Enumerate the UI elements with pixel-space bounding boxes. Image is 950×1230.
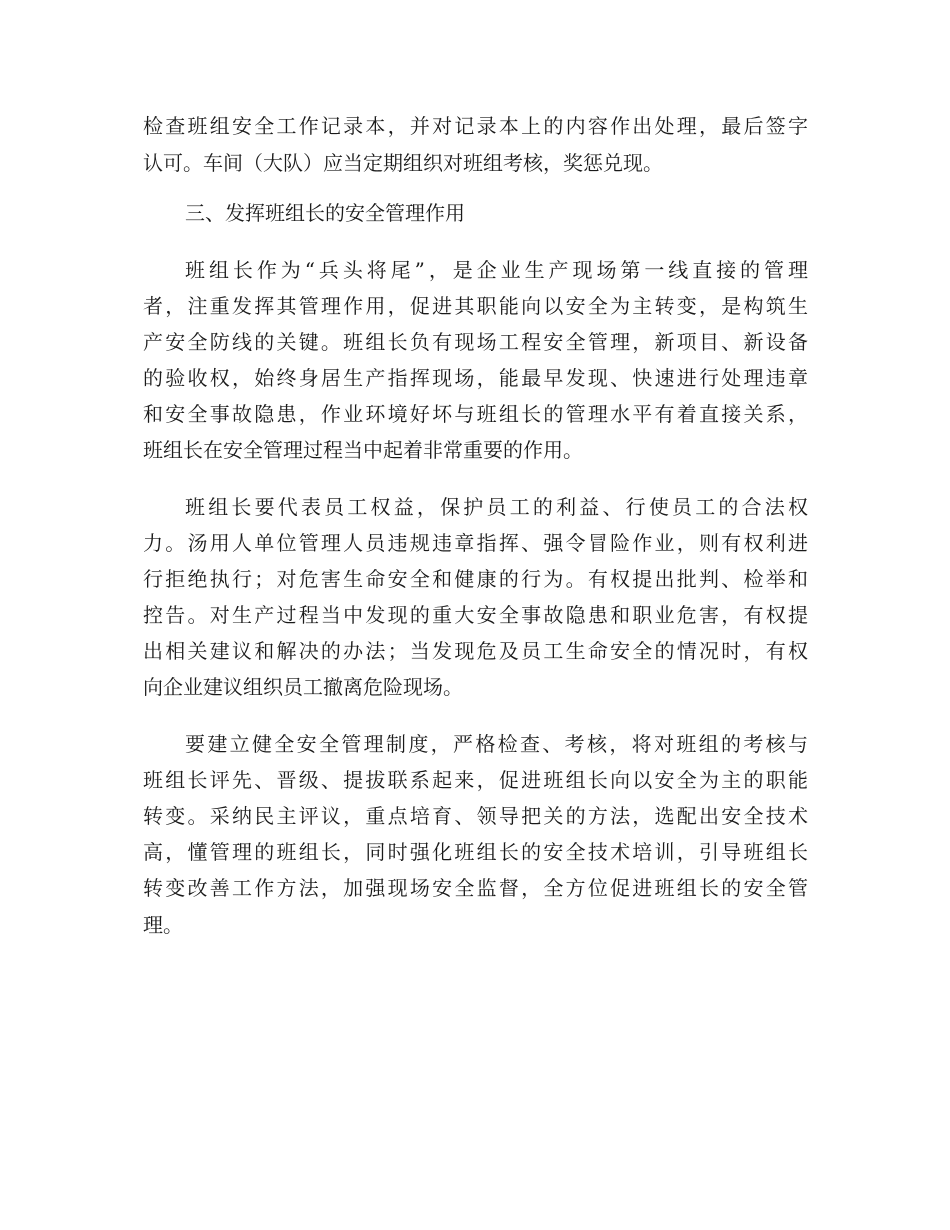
paragraph-line: 高，懂管理的班组长，同时强化班组长的安全技术培训，引导班组长 bbox=[143, 840, 808, 864]
paragraph-line: 者，注重发挥其管理作用，促进其职能向以安全为主转变，是构筑生 bbox=[143, 294, 808, 318]
paragraph-line: 班组长作为“兵头将尾”，是企业生产现场第一线直接的管理 bbox=[185, 258, 808, 282]
paragraph-line: 产安全防线的关键。班组长负有现场工程安全管理，新项目、新设备 bbox=[143, 330, 808, 354]
paragraph-line: 控告。对生产过程当中发现的重大安全事故隐患和职业危害，有权提 bbox=[143, 603, 808, 627]
paragraph-line: 的验收权，始终身居生产指挥现场，能最早发现、快速进行处理违章 bbox=[143, 366, 808, 390]
paragraph-line: 转变。采纳民主评议，重点培育、领导把关的方法，选配出安全技术 bbox=[143, 804, 808, 828]
paragraph-line: 班组长要代表员工权益，保护员工的利益、行使员工的合法权 bbox=[185, 495, 808, 519]
paragraph-line: 认可。车间（大队）应当定期组织对班组考核，奖惩兑现。 bbox=[143, 151, 663, 175]
paragraph-line: 班组长在安全管理过程当中起着非常重要的作用。 bbox=[143, 438, 583, 462]
paragraph-line: 向企业建议组织员工撤离危险现场。 bbox=[143, 675, 463, 699]
paragraph-line: 检查班组安全工作记录本，并对记录本上的内容作出处理，最后签字 bbox=[143, 114, 808, 138]
paragraph-line: 班组长评先、晋级、提拔联系起来，促进班组长向以安全为主的职能 bbox=[143, 768, 808, 792]
paragraph-line: 理。 bbox=[143, 913, 183, 937]
section-heading: 三、发挥班组长的安全管理作用 bbox=[185, 201, 465, 225]
paragraph-line: 出相关建议和解决的办法；当发现危及员工生命安全的情况时，有权 bbox=[143, 639, 808, 663]
paragraph-line: 要建立健全安全管理制度，严格检查、考核，将对班组的考核与 bbox=[185, 732, 808, 756]
paragraph-line: 力。汤用人单位管理人员违规违章指挥、强令冒险作业，则有权利进 bbox=[143, 531, 808, 555]
paragraph-line: 行拒绝执行；对危害生命安全和健康的行为。有权提出批判、检举和 bbox=[143, 567, 808, 591]
paragraph-line: 和安全事故隐患，作业环境好坏与班组长的管理水平有着直接关系， bbox=[143, 402, 808, 426]
paragraph-line: 转变改善工作方法，加强现场安全监督，全方位促进班组长的安全管 bbox=[143, 876, 808, 900]
